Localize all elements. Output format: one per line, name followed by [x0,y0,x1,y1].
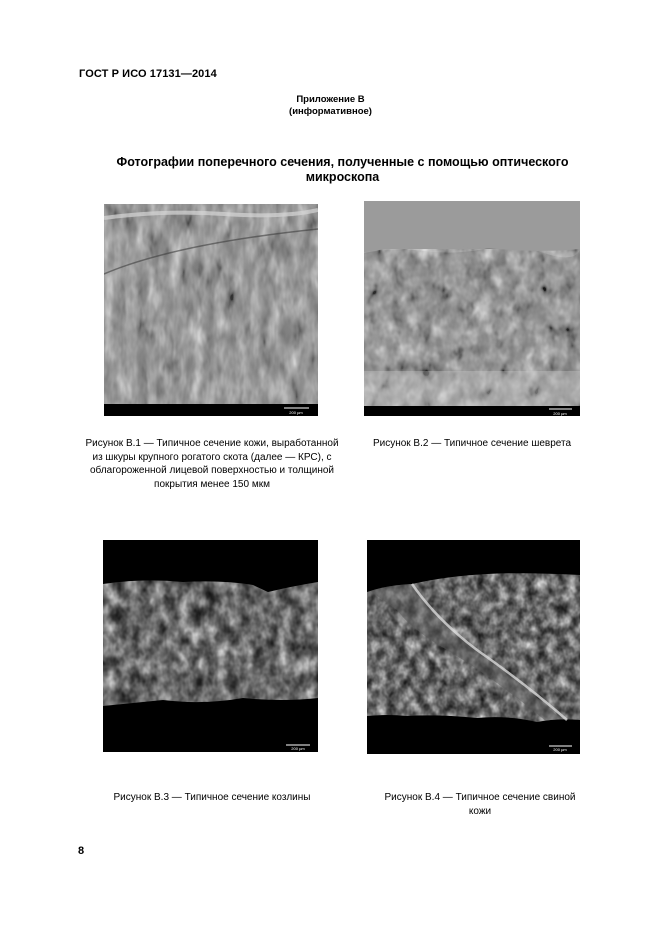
figure-b1-caption: Рисунок В.1 — Типичное сечение кожи, выработанной из шкуры крупного рогатого скота (далее — КРС), с облагороженной лицевой поверхностью и толщиной покрытия менее 150 мкм [85,438,339,490]
figure-b4-photo [367,540,580,754]
figure-b2-photo [364,201,580,416]
section-heading: Фотографии поперечного сечения, полученные с помощью оптического микроскопа [116,155,569,184]
figure-b1-photo [104,204,318,416]
standard-header: ГОСТ Р ИСО 17131—2014 [79,68,217,80]
figure-b4-caption: Рисунок В.4 — Типичное сечение свиной кожи [384,792,576,817]
figure-b2-scale: 200 µm [553,411,567,416]
page-number: 8 [78,845,85,857]
figure-b4-scale: 200 µm [553,747,567,752]
annex-title: Приложение В [296,94,365,105]
figure-b2-caption: Рисунок В.2 — Типичное сечение шеврета [372,438,572,449]
annex-type: (информативное) [289,106,372,117]
annex-block [0,94,661,118]
figure-b3-scale: 200 µm [291,746,305,751]
figure-b3-caption: Рисунок В.3 — Типичное сечение козлины [113,792,311,803]
figure-b3-photo [103,540,318,752]
figure-b1-scale: 200 µm [289,410,303,415]
